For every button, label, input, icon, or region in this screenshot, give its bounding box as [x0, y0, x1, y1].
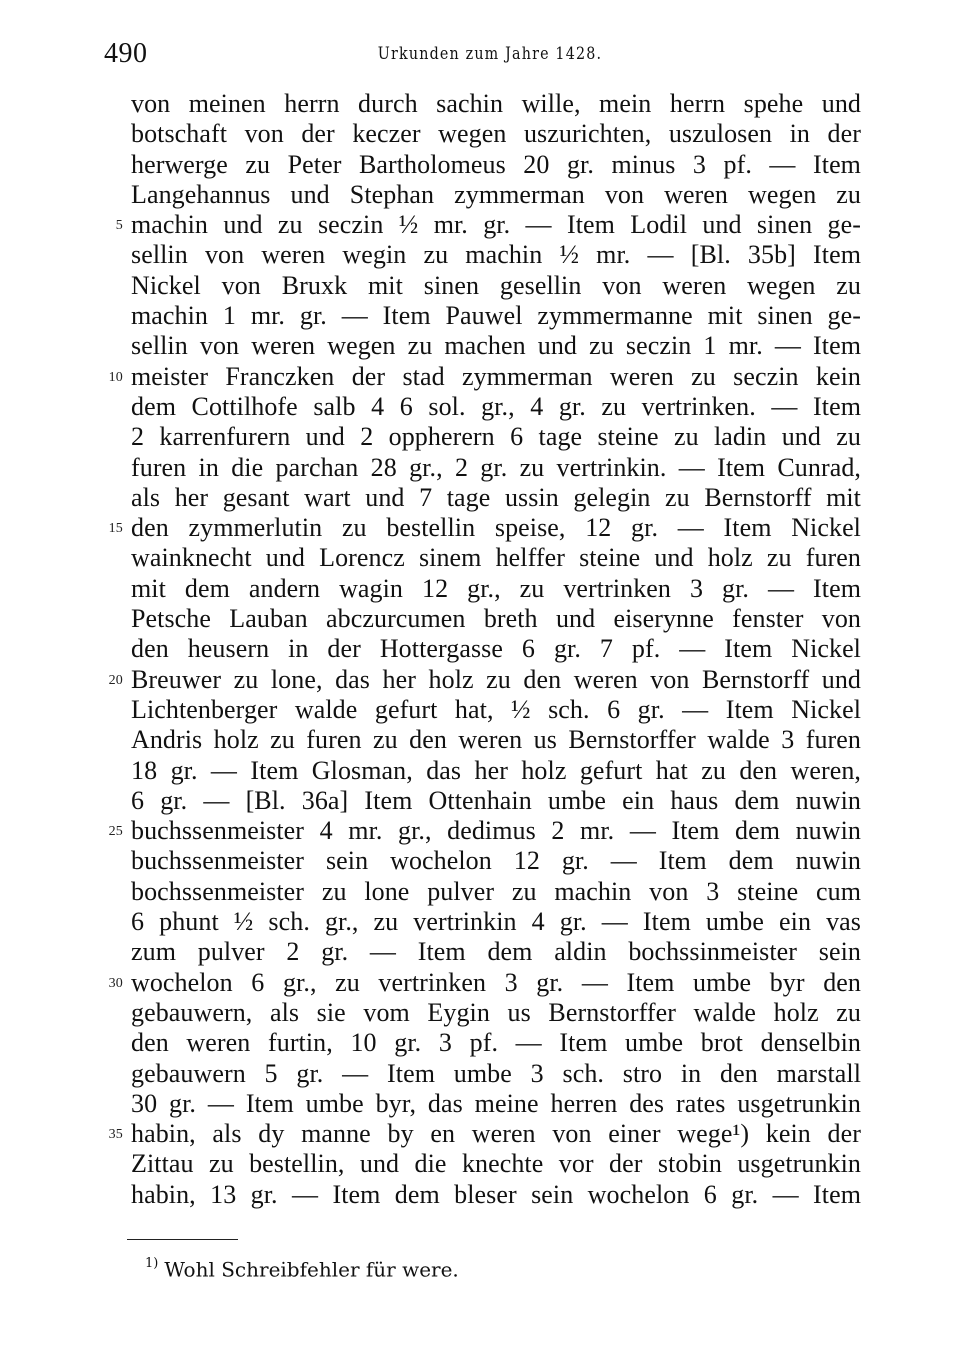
line-text: 6 phunt ½ sch. gr., zu vertrinkin 4 gr. — Item umbe ein vas — [131, 907, 861, 937]
text-line — [131, 483, 861, 513]
page-header — [0, 38, 960, 70]
line-text: 18 gr. — Item Glosman, das her holz gefurt hat zu den weren, — [131, 755, 861, 785]
line-text: den weren furtin, 10 gr. 3 pf. — Item umbe brot denselbin — [131, 1028, 861, 1058]
text-line — [131, 634, 861, 664]
text-line — [131, 907, 861, 937]
text-line — [131, 331, 861, 361]
text-line — [131, 846, 861, 876]
line-text: mit dem andern wagin 12 gr., zu vertrinken 3 gr. — Item — [131, 573, 861, 603]
text-line — [131, 1028, 861, 1058]
text-line — [131, 604, 861, 634]
line-text: habin, 13 gr. — Item dem bleser sein wochelon 6 gr. — Item — [131, 1179, 861, 1209]
text-line — [108, 816, 861, 846]
line-text: buchssenmeister 4 mr. gr., dedimus 2 mr. — Item dem nuwin — [131, 816, 861, 846]
footnote — [145, 1253, 645, 1283]
line-number: 35 — [108, 1127, 123, 1143]
line-text: Nickel von Bruxk mit sinen gesellin von weren wegen zu — [131, 270, 861, 300]
line-number: 15 — [108, 521, 123, 537]
text-line — [131, 119, 861, 149]
line-text: wainknecht und Lorencz sinem helffer steine und holz zu furen — [131, 543, 861, 573]
line-text: sellin von weren wegin zu machin ½ mr. — [Bl. 35b] Item — [131, 240, 861, 270]
text-line — [108, 513, 861, 543]
line-text: furen in die parchan 28 gr., 2 gr. zu vertrinkin. — Item Cunrad, — [131, 452, 861, 482]
line-text: 30 gr. — Item umbe byr, das meine herren des rates usgetrunkin — [131, 1088, 861, 1118]
line-text: Petsche Lauban abczurcumen breth und eiserynne fenster von — [131, 604, 861, 634]
line-text: wochelon 6 gr., zu vertrinken 3 gr. — Item umbe byr den — [131, 967, 861, 997]
text-line — [108, 967, 861, 998]
line-text: bochssenmeister zu lone pulver zu machin von 3 steine cum — [131, 876, 861, 906]
text-line — [131, 89, 861, 119]
text-line — [131, 1089, 861, 1119]
line-text: Langehannus und Stephan zymmerman von weren wegen zu — [131, 179, 861, 209]
line-text: Andris holz zu furen zu den weren us Bernstorffer walde 3 furen — [131, 725, 861, 755]
line-number: 5 — [115, 218, 123, 234]
text-line — [131, 150, 861, 180]
line-text: gebauwern 5 gr. — Item umbe 3 sch. stro in den marstall — [131, 1058, 861, 1088]
line-text: Zittau zu bestellin, und die knechte vor der stobin usgetrunkin — [131, 1149, 861, 1179]
text-line — [131, 725, 861, 755]
running-title: Urkunden zum Jahre 1428. — [377, 44, 603, 64]
line-text: den heusern in der Hottergasse 6 gr. 7 pf. — Item Nickel — [131, 634, 861, 664]
line-text: gebauwern, als sie vom Eygin us Bernstorffer walde holz zu — [131, 997, 861, 1027]
text-line — [131, 453, 861, 483]
text-line — [131, 786, 861, 816]
line-number: 30 — [108, 975, 123, 991]
line-text: botschaft von der keczer wegen uszurichten, uszulosen in der — [131, 119, 861, 149]
line-text: buchssenmeister sein wochelon 12 gr. — Item dem nuwin — [131, 846, 861, 876]
text-line — [131, 1059, 861, 1089]
text-line — [131, 301, 861, 331]
text-line — [131, 1180, 861, 1210]
text-line — [131, 1149, 861, 1179]
text-line — [131, 998, 861, 1028]
text-line — [108, 664, 861, 695]
line-text: habin, als dy manne by en weren von einer wege¹) kein der — [131, 1119, 861, 1149]
text-line — [131, 877, 861, 907]
line-number: 20 — [108, 672, 123, 688]
line-text: Breuwer zu lone, das her holz zu den weren von Bernstorff und — [131, 664, 861, 694]
text-line — [115, 210, 861, 240]
line-text: machin 1 mr. gr. — Item Pauwel zymmermanne mit sinen ge- — [131, 301, 861, 331]
text-line — [131, 574, 861, 604]
line-text: als her gesant wart und 7 tage ussin gelegin zu Bernstorff mit — [131, 482, 861, 512]
line-number: 25 — [108, 824, 123, 840]
text-line — [131, 695, 861, 725]
page-number: 490 — [104, 38, 148, 69]
line-text: machin und zu seczin ½ mr. gr. — Item Lodil und sinen ge- — [131, 210, 861, 240]
line-text: dem Cottilhofe salb 4 6 sol. gr., 4 gr. zu vertrinken. — Item — [131, 391, 861, 421]
line-text: 6 gr. — [Bl. 36a] Item Ottenhain umbe ein haus dem nuwin — [131, 785, 861, 815]
line-text: den zymmerlutin zu bestellin speise, 12 gr. — Item Nickel — [131, 513, 861, 543]
line-text: herwerge zu Peter Bartholomeus 20 gr. minus 3 pf. — Item — [131, 149, 861, 179]
line-text: von meinen herrn durch sachin wille, mein herrn spehe und — [131, 89, 861, 118]
footnote-text: Wohl Schreibfehler für were. — [164, 1257, 459, 1282]
line-text: 2 karrenfurern und 2 oppherern 6 tage steine zu ladin und zu — [131, 422, 861, 452]
line-number: 10 — [108, 369, 123, 385]
line-text: Lichtenberger walde gefurt hat, ½ sch. 6 gr. — Item Nickel — [131, 694, 861, 724]
text-line — [108, 1119, 861, 1149]
text-line — [131, 937, 861, 967]
text-line — [131, 271, 861, 301]
footnote-marker: 1) — [145, 1256, 159, 1271]
text-line — [131, 180, 861, 210]
text-line — [131, 543, 861, 573]
main-text-block — [108, 89, 861, 1210]
footnote-rule — [127, 1239, 238, 1240]
text-line — [131, 392, 861, 422]
text-line — [108, 361, 861, 392]
line-text: sellin von weren wegen zu machen und zu seczin 1 mr. — Item — [131, 331, 861, 361]
text-line — [131, 422, 861, 452]
text-line — [131, 756, 861, 786]
text-line — [131, 240, 861, 270]
line-text: zum pulver 2 gr. — Item dem aldin bochssinmeister sein — [131, 937, 861, 967]
line-text: meister Franczken der stad zymmerman weren zu seczin kein — [131, 361, 861, 391]
